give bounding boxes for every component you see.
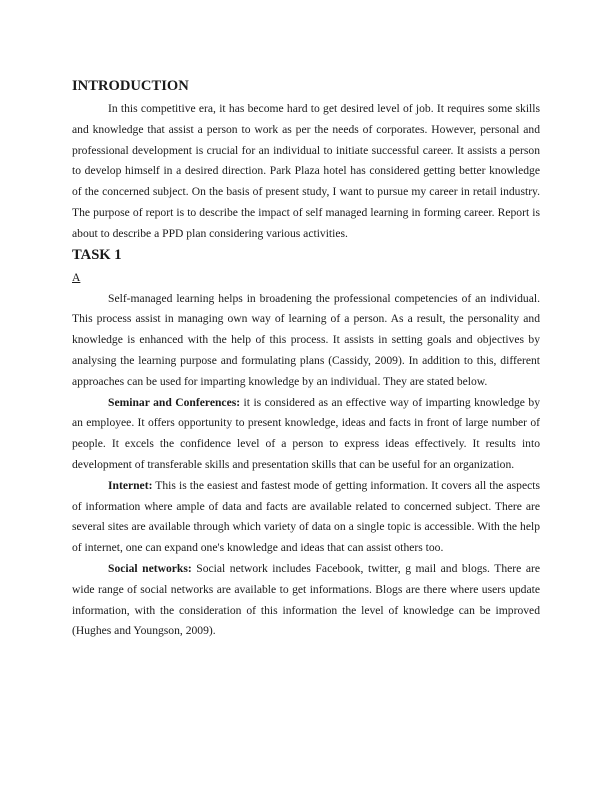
social-networks-text: Social network includes Facebook, twitter, g mail and blogs. There are wide range of social networks are available to get informations. Blogs are there where users update information, with the consideration of this information the level of knowledge can be improved (Hughes and Youngson, 2009). [72,561,540,638]
seminar-paragraph [72,393,540,476]
internet-text: This is the easiest and fastest mode of getting information. It covers all the aspects of information where ample of data and facts are available related to concerned subject. There are several sites are available through which variety of data on a single topic is accessible. With the help of internet, one can expand one's knowledge and ideas that can assist others too. [72,478,540,555]
document-page [72,76,540,642]
task-1-intro-paragraph: Self-managed learning helps in broadening the professional competencies of an individual. This process assist in managing own way of learning of a person. As a result, the personality and knowledge is enhanced with the help of this process. It assists in setting goals and objectives by analysing the learning purpose and formulating plans (Cassidy, 2009). In addition to this, different approaches can be used for imparting knowledge by an individual. They are stated below. [72,291,540,388]
task-1-section-a-label: A [72,270,81,284]
task-1-heading: TASK 1 [72,246,122,263]
social-networks-paragraph [72,559,540,642]
internet-paragraph [72,476,540,559]
seminar-lead: Seminar and Conferences: [108,395,241,409]
social-networks-lead: Social networks: [108,561,192,575]
seminar-text: it is considered as an effective way of imparting knowledge by an employee. It offers opportunity to present knowledge, ideas and facts in front of large number of people. It excels the confidence level of a person to express ideas effectively. It results into development of transferable skills and presentation skills that can be useful for an organization. [72,395,540,471]
internet-lead: Internet: [108,478,153,492]
introduction-heading: INTRODUCTION [72,78,189,94]
introduction-paragraph: In this competitive era, it has become hard to get desired level of job. It requires some skills and knowledge that assist a person to work as per the needs of corporates. However, personal and professional development is crucial for an individual to initiate successful career. It assists a person to develop himself in a desired direction. Park Plaza hotel has considered getting better knowledge of the concerned subject. On the basis of present study, I want to pursue my career in retail industry. The purpose of report is to describe the impact of self managed learning in forming career. Report is about to describe a PPD plan considering various activities. [72,102,540,240]
